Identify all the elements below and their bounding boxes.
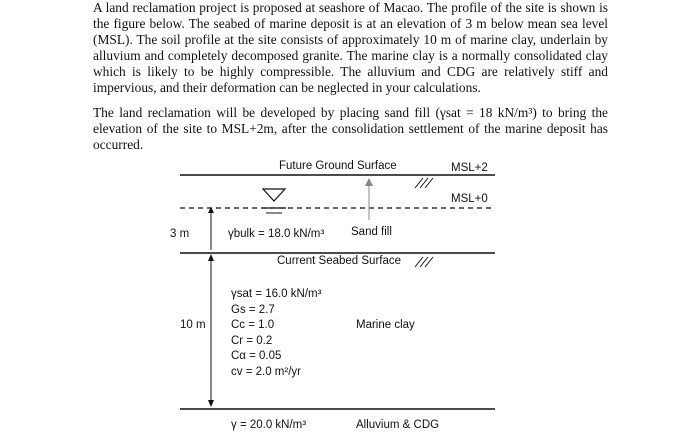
- clay-specific-gravity: Gs = 2.7: [231, 304, 275, 316]
- fill-thickness-label: 3 m: [170, 228, 190, 240]
- clay-consolidation-coefficient: cv = 2.0 m²/yr: [231, 366, 301, 378]
- sand-fill-label: Sand fill: [351, 226, 392, 238]
- ground-hatch-icon: [415, 178, 433, 188]
- clay-thickness-label: 10 m: [180, 319, 206, 331]
- clay-secondary-index: Cα = 0.05: [231, 350, 282, 362]
- fill-thickness-dimension: [208, 207, 214, 250]
- msl-0-label: MSL+0: [451, 193, 488, 205]
- alluvium-unit-weight: γ = 20.0 kN/m³: [231, 419, 307, 431]
- fill-unit-weight-label: γbulk = 18.0 kN/m³: [228, 228, 325, 240]
- problem-paragraph-1: A land reclamation project is proposed at seashore of Macao. The profile of the site is shown is the figure below. The seabed of marine deposit is at an elevation of 3 m below mean sea level (MSL). The soil profile at the site consists of approximately 10 m of marine clay, underlain by alluvium and completely decomposed granite. The marine clay is a normally consolidated clay which is likely to be highly compressible. The alluvium and CDG are relatively stiff and impervious, and their deformation can be neglected in your calculations.: [93, 0, 608, 95]
- seabed-hatch-icon: [415, 257, 433, 267]
- marine-clay-label: Marine clay: [356, 319, 415, 331]
- problem-paragraph-2: The land reclamation will be developed by placing sand fill (γsat = 18 kN/m³) to bring the elevation of the site to MSL+2m, after the consolidation settlement of the marine deposit has occurred.: [93, 105, 608, 152]
- alluvium-label: Alluvium & CDG: [356, 419, 440, 431]
- clay-compression-index: Cc = 1.0: [231, 319, 275, 331]
- water-level-icon: [262, 189, 286, 213]
- current-seabed-label: Current Seabed Surface: [277, 255, 402, 267]
- clay-gamma-sat: γsat = 16.0 kN/m³: [231, 288, 322, 300]
- clay-recompression-index: Cr = 0.2: [231, 335, 273, 347]
- clay-thickness-dimension: [208, 254, 214, 407]
- future-ground-label: Future Ground Surface: [279, 160, 397, 172]
- fill-height-arrow: [365, 178, 373, 220]
- msl-plus2-label: MSL+2: [451, 162, 488, 174]
